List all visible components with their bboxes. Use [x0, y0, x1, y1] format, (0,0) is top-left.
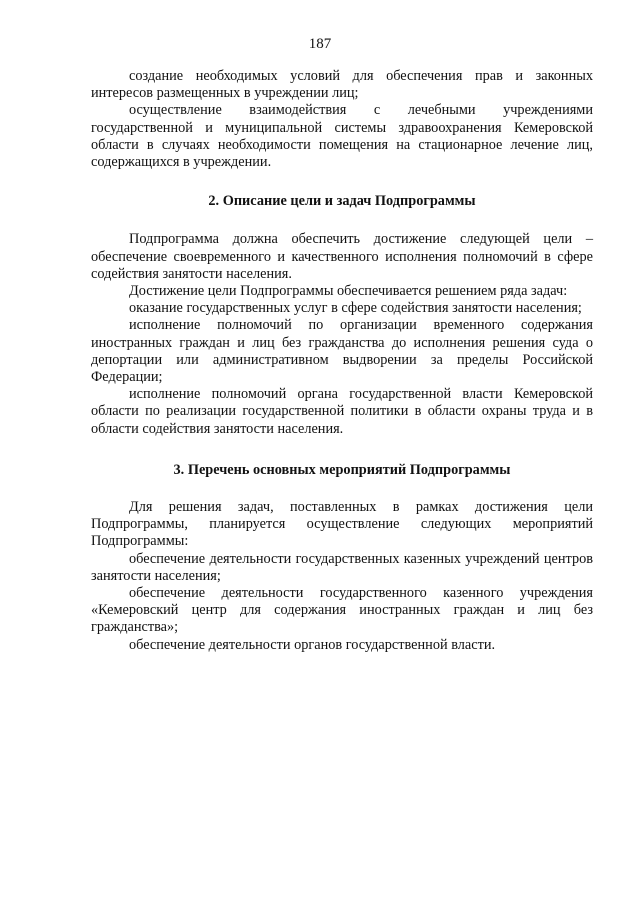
intro-paragraph-cooperation: осуществление взаимодействия с лечебными учреждениями государственной и муниципальной системы здравоохранения Кемеровской области в случаях необходимости помещения на стационарное лечение лиц, содержащихся в учреждении.: [91, 102, 593, 171]
page-number: 187: [308, 36, 332, 52]
section-3-heading: 3. Перечень основных мероприятий Подпрограммы: [173, 461, 511, 478]
section-2-paragraph-tasks-intro: Достижение цели Подпрограммы обеспечивается решением ряда задач:: [129, 283, 568, 300]
section-2-paragraph-goal: Подпрограмма должна обеспечить достижение следующей цели – обеспечение своевременного и качественного исполнения полномочий в сфере содействия занятости населения.: [91, 231, 593, 282]
section-3-paragraph-intro: Для решения задач, поставленных в рамках достижения цели Подпрограммы, планируется осуществление следующих мероприятий Подпрограммы:: [91, 499, 593, 550]
section-3-paragraph-state-authorities: обеспечение деятельности органов государственной власти.: [129, 636, 496, 653]
section-3-paragraph-kemerovo-center: обеспечение деятельности государственного казенного учреждения «Кемеровский центр для содержания иностранных граждан и лиц без гражданства»;: [91, 585, 593, 636]
section-3-paragraph-employment-centers: обеспечение деятельности государственных казенных учреждений центров занятости населения;: [91, 550, 593, 584]
section-2-paragraph-task-labor-policy: исполнение полномочий органа государственной власти Кемеровской области по реализации государственной политики в области охраны труда и в области содействия занятости населения.: [91, 386, 593, 437]
page-body: [91, 68, 593, 654]
section-2-heading: 2. Описание цели и задач Подпрограммы: [208, 193, 476, 210]
intro-paragraph-conditions: создание необходимых условий для обеспечения прав и законных интересов размещенных в учреждении лиц;: [91, 68, 593, 102]
section-2-paragraph-task-detention: исполнение полномочий по организации временного содержания иностранных граждан и лиц без гражданства до исполнения решения суда о депортации или административном выдворении за пределы Российской Федерации;: [91, 317, 593, 386]
section-2-paragraph-task-services: оказание государственных услуг в сфере содействия занятости населения;: [129, 300, 582, 317]
